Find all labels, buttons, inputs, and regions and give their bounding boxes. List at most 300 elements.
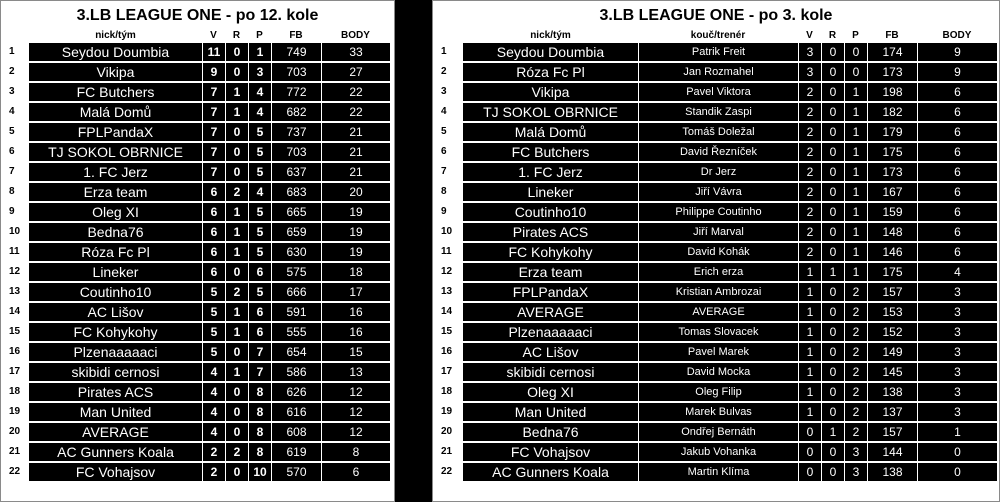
col-header-points: BODY [917, 30, 997, 41]
points-cell: 3 [917, 363, 997, 381]
rank-cell: 2 [437, 63, 463, 81]
wins-cell: 1 [798, 323, 821, 341]
fb-cell: 619 [271, 443, 321, 461]
points-cell: 21 [321, 163, 390, 181]
rank-cell: 17 [5, 363, 29, 381]
rank-cell: 12 [437, 263, 463, 281]
wins-cell: 2 [798, 183, 821, 201]
coach-cell: Jan Rozmahel [638, 63, 798, 81]
table-row [5, 363, 390, 381]
table-row [5, 123, 390, 141]
team-name-cell: AC Lišov [463, 343, 638, 361]
draws-cell: 0 [821, 383, 844, 401]
team-name-cell: AC Gunners Koala [29, 443, 202, 461]
losses-cell: 2 [844, 343, 867, 361]
draws-cell: 0 [821, 63, 844, 81]
fb-cell: 175 [867, 143, 917, 161]
losses-cell: 8 [248, 383, 271, 401]
points-cell: 16 [321, 323, 390, 341]
draws-cell: 1 [821, 263, 844, 281]
losses-cell: 1 [844, 83, 867, 101]
col-header-fb: FB [867, 30, 917, 41]
fb-cell: 138 [867, 383, 917, 401]
losses-cell: 1 [844, 163, 867, 181]
losses-cell: 3 [844, 463, 867, 481]
wins-cell: 6 [202, 243, 225, 261]
table-row [5, 183, 390, 201]
points-cell: 3 [917, 403, 997, 421]
table-row [437, 303, 997, 321]
fb-cell: 703 [271, 63, 321, 81]
losses-cell: 5 [248, 163, 271, 181]
wins-cell: 5 [202, 323, 225, 341]
rank-cell: 5 [437, 123, 463, 141]
wins-cell: 1 [798, 343, 821, 361]
coach-cell: Kristian Ambrozai [638, 283, 798, 301]
draws-cell: 0 [225, 263, 248, 281]
rank-cell: 10 [437, 223, 463, 241]
points-cell: 3 [917, 383, 997, 401]
fb-cell: 683 [271, 183, 321, 201]
rank-cell: 22 [5, 463, 29, 481]
points-cell: 9 [917, 43, 997, 61]
points-cell: 6 [917, 143, 997, 161]
losses-cell: 10 [248, 463, 271, 481]
wins-cell: 0 [798, 423, 821, 441]
draws-cell: 0 [821, 343, 844, 361]
losses-cell: 7 [248, 343, 271, 361]
panel-title: 3.LB LEAGUE ONE - po 12. kole [76, 7, 319, 24]
draws-cell: 0 [821, 363, 844, 381]
losses-cell: 5 [248, 123, 271, 141]
wins-cell: 4 [202, 383, 225, 401]
rank-cell: 1 [5, 43, 29, 61]
table-row [437, 343, 997, 361]
team-name-cell: Róza Fc Pl [463, 63, 638, 81]
wins-cell: 4 [202, 403, 225, 421]
fb-cell: 666 [271, 283, 321, 301]
points-cell: 13 [321, 363, 390, 381]
points-cell: 22 [321, 83, 390, 101]
losses-cell: 1 [844, 103, 867, 121]
fb-cell: 659 [271, 223, 321, 241]
table-row [5, 203, 390, 221]
table-row [437, 363, 997, 381]
wins-cell: 3 [798, 43, 821, 61]
points-cell: 19 [321, 223, 390, 241]
wins-cell: 6 [202, 263, 225, 281]
wins-cell: 1 [798, 383, 821, 401]
team-name-cell: FC Kohykohy [463, 243, 638, 261]
table-row [5, 283, 390, 301]
fb-cell: 555 [271, 323, 321, 341]
coach-cell: Oleg Filip [638, 383, 798, 401]
col-header-losses: P [248, 30, 271, 41]
points-cell: 33 [321, 43, 390, 61]
table-row [437, 203, 997, 221]
losses-cell: 2 [844, 383, 867, 401]
coach-cell: Jiří Marval [638, 223, 798, 241]
losses-cell: 5 [248, 143, 271, 161]
coach-cell: Tomáš Doležal [638, 123, 798, 141]
fb-cell: 616 [271, 403, 321, 421]
wins-cell: 7 [202, 123, 225, 141]
rank-cell: 16 [437, 343, 463, 361]
team-name-cell: 1. FC Jerz [463, 163, 638, 181]
draws-cell: 1 [225, 363, 248, 381]
table-row [437, 423, 997, 441]
table-row [5, 383, 390, 401]
losses-cell: 4 [248, 183, 271, 201]
team-name-cell: skibidi cernosi [29, 363, 202, 381]
wins-cell: 6 [202, 223, 225, 241]
fb-cell: 144 [867, 443, 917, 461]
fb-cell: 175 [867, 263, 917, 281]
team-name-cell: AVERAGE [463, 303, 638, 321]
draws-cell: 1 [225, 83, 248, 101]
wins-cell: 1 [798, 283, 821, 301]
rank-cell: 13 [437, 283, 463, 301]
rank-cell: 19 [5, 403, 29, 421]
col-header-losses: P [844, 30, 867, 41]
losses-cell: 8 [248, 403, 271, 421]
rank-cell: 4 [5, 103, 29, 121]
losses-cell: 3 [844, 443, 867, 461]
draws-cell: 0 [821, 303, 844, 321]
table-row [5, 323, 390, 341]
wins-cell: 1 [798, 403, 821, 421]
fb-cell: 173 [867, 163, 917, 181]
wins-cell: 7 [202, 163, 225, 181]
coach-cell: Dr Jerz [638, 163, 798, 181]
rank-cell: 11 [5, 243, 29, 261]
rank-cell: 17 [437, 363, 463, 381]
rank-cell: 11 [437, 243, 463, 261]
fb-cell: 167 [867, 183, 917, 201]
fb-cell: 737 [271, 123, 321, 141]
fb-cell: 173 [867, 63, 917, 81]
table-row [5, 63, 390, 81]
draws-cell: 1 [225, 323, 248, 341]
rank-cell: 18 [5, 383, 29, 401]
rank-cell: 10 [5, 223, 29, 241]
fb-cell: 586 [271, 363, 321, 381]
coach-cell: Pavel Viktora [638, 83, 798, 101]
coach-cell: Marek Bulvas [638, 403, 798, 421]
table-row [5, 83, 390, 101]
col-header-rank [437, 30, 463, 41]
rank-cell: 3 [5, 83, 29, 101]
team-name-cell: AVERAGE [29, 423, 202, 441]
points-cell: 21 [321, 123, 390, 141]
fb-cell: 198 [867, 83, 917, 101]
rank-cell: 15 [5, 323, 29, 341]
wins-cell: 7 [202, 103, 225, 121]
rank-cell: 7 [437, 163, 463, 181]
rank-cell: 6 [5, 143, 29, 161]
fb-cell: 179 [867, 123, 917, 141]
losses-cell: 5 [248, 223, 271, 241]
team-name-cell: Oleg XI [29, 203, 202, 221]
draws-cell: 0 [821, 103, 844, 121]
wins-cell: 6 [202, 203, 225, 221]
table-row [437, 43, 997, 61]
points-cell: 0 [917, 443, 997, 461]
losses-cell: 5 [248, 283, 271, 301]
team-name-cell: FC Vohajsov [29, 463, 202, 481]
table-row [5, 103, 390, 121]
draws-cell: 0 [821, 203, 844, 221]
table-row [5, 163, 390, 181]
team-name-cell: Man United [463, 403, 638, 421]
fb-cell: 148 [867, 223, 917, 241]
col-header-coach: kouč/trenér [638, 30, 798, 41]
rank-cell: 16 [5, 343, 29, 361]
draws-cell: 0 [225, 163, 248, 181]
team-name-cell: 1. FC Jerz [29, 163, 202, 181]
rank-cell: 13 [5, 283, 29, 301]
team-name-cell: FC Vohajsov [463, 443, 638, 461]
col-header-wins: V [202, 30, 225, 41]
fb-cell: 630 [271, 243, 321, 261]
draws-cell: 1 [225, 223, 248, 241]
wins-cell: 5 [202, 343, 225, 361]
points-cell: 3 [917, 283, 997, 301]
losses-cell: 5 [248, 203, 271, 221]
wins-cell: 2 [798, 83, 821, 101]
losses-cell: 5 [248, 243, 271, 261]
losses-cell: 1 [844, 263, 867, 281]
table-row [5, 263, 390, 281]
losses-cell: 0 [844, 43, 867, 61]
fb-cell: 157 [867, 423, 917, 441]
fb-cell: 159 [867, 203, 917, 221]
points-cell: 6 [917, 203, 997, 221]
table-row [437, 323, 997, 341]
team-name-cell: Oleg XI [463, 383, 638, 401]
draws-cell: 0 [225, 383, 248, 401]
points-cell: 20 [321, 183, 390, 201]
points-cell: 18 [321, 263, 390, 281]
col-header-draws: R [225, 30, 248, 41]
team-name-cell: Erza team [463, 263, 638, 281]
losses-cell: 8 [248, 443, 271, 461]
points-cell: 3 [917, 303, 997, 321]
wins-cell: 2 [798, 123, 821, 141]
draws-cell: 0 [225, 463, 248, 481]
losses-cell: 2 [844, 363, 867, 381]
fb-cell: 152 [867, 323, 917, 341]
points-cell: 17 [321, 283, 390, 301]
losses-cell: 6 [248, 263, 271, 281]
points-cell: 0 [917, 463, 997, 481]
team-name-cell: Bedna76 [29, 223, 202, 241]
draws-cell: 1 [821, 423, 844, 441]
panel-title: 3.LB LEAGUE ONE - po 3. kole [599, 7, 833, 24]
rank-cell: 12 [5, 263, 29, 281]
fb-cell: 570 [271, 463, 321, 481]
losses-cell: 6 [248, 303, 271, 321]
points-cell: 27 [321, 63, 390, 81]
points-cell: 19 [321, 243, 390, 261]
team-name-cell: Plzenaaaaaci [29, 343, 202, 361]
points-cell: 12 [321, 423, 390, 441]
fb-cell: 637 [271, 163, 321, 181]
team-name-cell: Vikipa [29, 63, 202, 81]
draws-cell: 1 [225, 203, 248, 221]
table-row [437, 103, 997, 121]
team-name-cell: AC Lišov [29, 303, 202, 321]
table-row [5, 243, 390, 261]
table-header-row [437, 30, 997, 41]
losses-cell: 1 [844, 223, 867, 241]
coach-cell: Tomas Slovacek [638, 323, 798, 341]
table-row [5, 443, 390, 461]
coach-cell: Standik Zaspi [638, 103, 798, 121]
points-cell: 15 [321, 343, 390, 361]
rank-cell: 1 [437, 43, 463, 61]
losses-cell: 3 [248, 63, 271, 81]
draws-cell: 0 [821, 123, 844, 141]
losses-cell: 4 [248, 83, 271, 101]
draws-cell: 0 [225, 403, 248, 421]
table-row [5, 223, 390, 241]
table-row [437, 263, 997, 281]
losses-cell: 2 [844, 283, 867, 301]
fb-cell: 749 [271, 43, 321, 61]
points-cell: 19 [321, 203, 390, 221]
fb-cell: 138 [867, 463, 917, 481]
wins-cell: 11 [202, 43, 225, 61]
team-name-cell: Malá Domů [463, 123, 638, 141]
points-cell: 6 [917, 223, 997, 241]
team-name-cell: Lineker [29, 263, 202, 281]
points-cell: 6 [917, 123, 997, 141]
rank-cell: 20 [437, 423, 463, 441]
wins-cell: 2 [202, 463, 225, 481]
team-name-cell: Pirates ACS [463, 223, 638, 241]
rank-cell: 20 [5, 423, 29, 441]
losses-cell: 4 [248, 103, 271, 121]
draws-cell: 0 [225, 43, 248, 61]
rank-cell: 14 [437, 303, 463, 321]
fb-cell: 608 [271, 423, 321, 441]
standings-table-round-12 [5, 28, 390, 483]
coach-cell: Erich erza [638, 263, 798, 281]
rank-cell: 9 [437, 203, 463, 221]
fb-cell: 626 [271, 383, 321, 401]
wins-cell: 2 [798, 203, 821, 221]
rank-cell: 6 [437, 143, 463, 161]
team-name-cell: Pirates ACS [29, 383, 202, 401]
points-cell: 4 [917, 263, 997, 281]
points-cell: 6 [917, 83, 997, 101]
wins-cell: 3 [798, 63, 821, 81]
col-header-draws: R [821, 30, 844, 41]
rank-cell: 21 [5, 443, 29, 461]
draws-cell: 0 [821, 223, 844, 241]
draws-cell: 0 [821, 163, 844, 181]
draws-cell: 0 [821, 183, 844, 201]
fb-cell: 137 [867, 403, 917, 421]
col-header-wins: V [798, 30, 821, 41]
fb-cell: 157 [867, 283, 917, 301]
losses-cell: 1 [844, 143, 867, 161]
fb-cell: 665 [271, 203, 321, 221]
draws-cell: 1 [225, 243, 248, 261]
table-row [5, 143, 390, 161]
losses-cell: 0 [844, 63, 867, 81]
points-cell: 9 [917, 63, 997, 81]
fb-cell: 149 [867, 343, 917, 361]
table-row [437, 383, 997, 401]
col-header-points: BODY [321, 30, 390, 41]
rank-cell: 9 [5, 203, 29, 221]
draws-cell: 0 [821, 323, 844, 341]
coach-cell: Jiří Vávra [638, 183, 798, 201]
fb-cell: 182 [867, 103, 917, 121]
rank-cell: 14 [5, 303, 29, 321]
table-row [437, 243, 997, 261]
coach-cell: Pavel Marek [638, 343, 798, 361]
wins-cell: 2 [798, 223, 821, 241]
wins-cell: 0 [798, 463, 821, 481]
team-name-cell: FC Butchers [29, 83, 202, 101]
draws-cell: 0 [225, 423, 248, 441]
table-row [437, 463, 997, 481]
standings-table-round-3 [437, 28, 997, 483]
draws-cell: 0 [821, 443, 844, 461]
wins-cell: 9 [202, 63, 225, 81]
col-header-team: nick/tým [29, 30, 202, 41]
draws-cell: 0 [821, 83, 844, 101]
table-row [5, 43, 390, 61]
draws-cell: 0 [821, 243, 844, 261]
rank-cell: 7 [5, 163, 29, 181]
draws-cell: 0 [225, 63, 248, 81]
losses-cell: 1 [844, 183, 867, 201]
losses-cell: 1 [248, 43, 271, 61]
losses-cell: 6 [248, 323, 271, 341]
draws-cell: 0 [225, 343, 248, 361]
table-row [5, 343, 390, 361]
losses-cell: 1 [844, 243, 867, 261]
fb-cell: 591 [271, 303, 321, 321]
rank-cell: 15 [437, 323, 463, 341]
team-name-cell: AC Gunners Koala [463, 463, 638, 481]
table-row [437, 223, 997, 241]
fb-cell: 682 [271, 103, 321, 121]
points-cell: 3 [917, 343, 997, 361]
table-row [437, 143, 997, 161]
wins-cell: 4 [202, 423, 225, 441]
team-name-cell: FPLPandaX [29, 123, 202, 141]
coach-cell: Jakub Vohanka [638, 443, 798, 461]
table-row [437, 163, 997, 181]
coach-cell: Philippe Coutinho [638, 203, 798, 221]
wins-cell: 1 [798, 363, 821, 381]
team-name-cell: Lineker [463, 183, 638, 201]
rank-cell: 3 [437, 83, 463, 101]
losses-cell: 2 [844, 403, 867, 421]
losses-cell: 8 [248, 423, 271, 441]
points-cell: 6 [917, 163, 997, 181]
team-name-cell: Plzenaaaaaci [463, 323, 638, 341]
points-cell: 21 [321, 143, 390, 161]
points-cell: 6 [917, 183, 997, 201]
col-header-fb: FB [271, 30, 321, 41]
team-name-cell: Bedna76 [463, 423, 638, 441]
